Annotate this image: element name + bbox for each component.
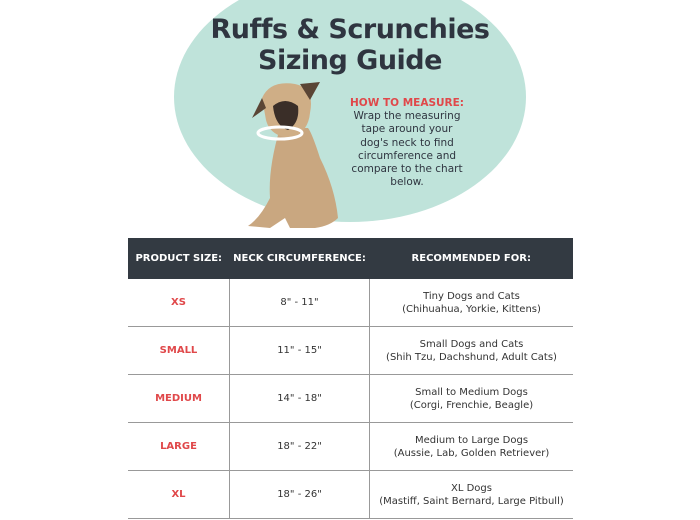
size-cell: MEDIUM: [128, 375, 230, 423]
neck-cell: 18" - 26": [230, 471, 370, 519]
neck-cell: 18" - 22": [230, 423, 370, 471]
table-header-row: [128, 238, 573, 279]
neck-cell: 14" - 18": [230, 375, 370, 423]
recommended-cell: XL Dogs (Mastiff, Saint Bernard, Large Pitbull): [370, 471, 574, 519]
how-to-measure: [348, 97, 466, 189]
recommended-cell: Medium to Large Dogs (Aussie, Lab, Golden Retriever): [370, 423, 574, 471]
size-cell: XS: [128, 279, 230, 327]
size-cell: LARGE: [128, 423, 230, 471]
table-row: [128, 471, 573, 519]
page-title: Ruffs & Scrunchies Sizing Guide: [210, 14, 490, 76]
table-row: [128, 375, 573, 423]
table-row: [128, 423, 573, 471]
header-product-size: PRODUCT SIZE:: [128, 238, 230, 279]
recommended-cell: Small to Medium Dogs (Corgi, Frenchie, Beagle): [370, 375, 574, 423]
neck-cell: 11" - 15": [230, 327, 370, 375]
how-to-measure-text: Wrap the measuring tape around your dog's neck to find circumference and compare to the chart below.: [351, 110, 463, 189]
recommended-cell: Tiny Dogs and Cats (Chihuahua, Yorkie, Kittens): [370, 279, 574, 327]
size-cell: SMALL: [128, 327, 230, 375]
recommended-cell: Small Dogs and Cats (Shih Tzu, Dachshund, Adult Cats): [370, 327, 574, 375]
table-row: [128, 279, 573, 327]
header-recommended-for: RECOMMENDED FOR:: [370, 238, 574, 279]
sizing-table: [128, 238, 573, 519]
size-cell: XL: [128, 471, 230, 519]
table-row: [128, 327, 573, 375]
how-to-measure-heading: HOW TO MEASURE:: [350, 97, 464, 109]
neck-cell: 8" - 11": [230, 279, 370, 327]
pug-dog-image: [240, 78, 350, 230]
header-neck-circumference: NECK CIRCUMFERENCE:: [230, 238, 370, 279]
